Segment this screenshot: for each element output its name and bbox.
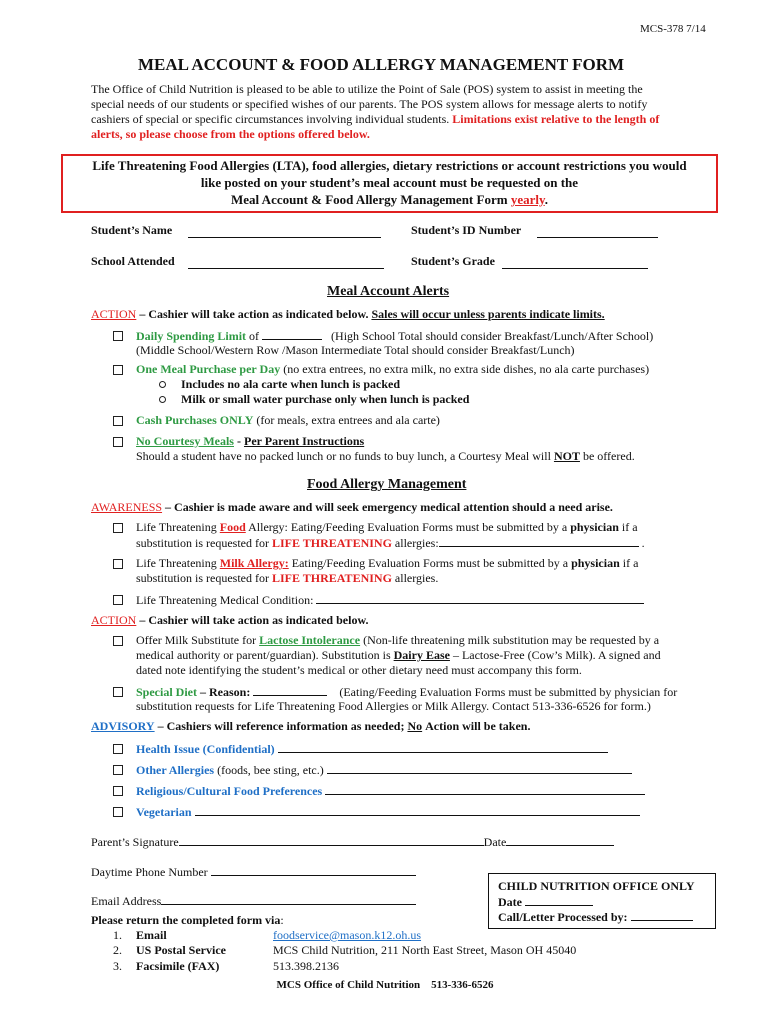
grade-label: Student’s Grade [411, 254, 495, 268]
bottom-contact: MCS Office of Child Nutrition 513-336-6526 [276, 979, 494, 991]
other-allergies-checkbox[interactable] [113, 765, 123, 775]
food-allergy-heading: Food Allergy Management [307, 477, 467, 492]
lactose-option: Offer Milk Substitute for Lactose Intolerance (Non-life threatening milk substitution may be requested by a [136, 633, 660, 647]
email-link[interactable]: foodservice@mason.k12.oh.us [273, 928, 422, 942]
food-allergy-field[interactable] [439, 535, 639, 547]
postal-address: MCS Child Nutrition, 211 North East Street, Mason OH 45040 [273, 943, 577, 957]
other-allergies-field[interactable] [327, 762, 632, 774]
bullet-icon [159, 396, 166, 403]
phone-field[interactable] [211, 864, 416, 876]
awareness-line: AWARENESS – Cashier is made aware and will seek emergency medical attention should a need arise. [91, 500, 613, 514]
other-allergies-option: Other Allergies (foods, bee sting, etc.) [136, 762, 632, 778]
student-name-label: Student’s Name [91, 223, 173, 237]
bullet-icon [159, 381, 166, 388]
special-diet-reason-field[interactable] [253, 684, 327, 696]
page-title: MEAL ACCOUNT & FOOD ALLERGY MANAGEMENT FORM [138, 55, 625, 74]
office-call: Call/Letter Processed by: [498, 909, 693, 925]
email-field[interactable] [161, 893, 416, 905]
school-field[interactable] [188, 257, 384, 269]
religious-pref-field[interactable] [325, 783, 645, 795]
grade-field[interactable] [502, 257, 648, 269]
signature-row: Parent’s Signature Date [91, 834, 614, 850]
vegetarian-field[interactable] [195, 804, 640, 816]
signature-date-field[interactable] [506, 834, 614, 846]
medical-condition-field[interactable] [316, 592, 644, 604]
lta-notice: Life Threatening Food Allergies (LTA), food allergies, dietary restrictions or account restrictions you would like posted on your student’s meal account must be requested on the Meal Account & Food Allergy Management Form yearly. [92, 158, 687, 207]
one-meal-option: One Meal Purchase per Day (no extra entrees, no extra milk, no extra side dishes, no ala carte purchases) [136, 362, 650, 376]
daily-limit-field[interactable] [262, 328, 322, 340]
no-courtesy-option: No Courtesy Meals - Per Parent Instructions [136, 434, 365, 448]
office-title: CHILD NUTRITION OFFICE ONLY [498, 879, 695, 893]
health-issue-option: Health Issue (Confidential) [136, 741, 608, 757]
no-courtesy-checkbox[interactable] [113, 437, 123, 447]
office-date-field[interactable] [525, 894, 593, 906]
vegetarian-checkbox[interactable] [113, 807, 123, 817]
religious-pref-checkbox[interactable] [113, 786, 123, 796]
one-meal-checkbox[interactable] [113, 365, 123, 375]
medical-condition-option: Life Threatening Medical Condition: [136, 592, 644, 608]
meal-alerts-heading: Meal Account Alerts [327, 284, 450, 299]
daily-limit-checkbox[interactable] [113, 331, 123, 341]
student-name-field[interactable] [188, 226, 381, 238]
allergy-action-line: ACTION – Cashier will take action as indicated below. [91, 613, 369, 627]
cash-only-option: Cash Purchases ONLY (for meals, extra entrees and ala carte) [136, 413, 440, 427]
student-id-label: Student’s ID Number [411, 223, 522, 237]
lactose-checkbox[interactable] [113, 636, 123, 646]
return-label: Please return the completed form via: [91, 913, 284, 927]
milk-allergy-option: Life Threatening Milk Allergy: Eating/Feeding Evaluation Forms must be submitted by a physician if a [136, 556, 639, 570]
meal-action-line: ACTION – Cashier will take action as indicated below. Sales will occur unless parents indicate limits. [91, 307, 605, 321]
fax-number: 513.398.2136 [273, 959, 339, 973]
religious-pref-option: Religious/Cultural Food Preferences [136, 783, 645, 799]
milk-allergy-checkbox[interactable] [113, 559, 123, 569]
phone-row: Daytime Phone Number [91, 864, 416, 880]
special-diet-option: Special Diet – Reason: (Eating/Feeding Evaluation Forms must be submitted by physician for [136, 685, 678, 699]
signature-field[interactable] [179, 834, 484, 846]
special-diet-checkbox[interactable] [113, 687, 123, 697]
form-code: MCS-378 7/14 [640, 23, 706, 35]
email-row: Email Address [91, 893, 416, 909]
office-call-field[interactable] [631, 909, 693, 921]
medical-condition-checkbox[interactable] [113, 595, 123, 605]
food-allergy-checkbox[interactable] [113, 523, 123, 533]
daily-limit-option: Daily Spending Limit of (High School Total should consider Breakfast/Lunch/After School) [136, 329, 654, 343]
cash-only-checkbox[interactable] [113, 416, 123, 426]
health-issue-checkbox[interactable] [113, 744, 123, 754]
vegetarian-option: Vegetarian [136, 804, 640, 820]
office-date: Date [498, 894, 593, 910]
advisory-line: ADVISORY – Cashiers will reference information as needed; No Action will be taken. [91, 719, 531, 733]
school-label: School Attended [91, 254, 175, 268]
food-allergy-option: Life Threatening Food Allergy: Eating/Feeding Evaluation Forms must be submitted by a physician if a [136, 520, 638, 534]
student-id-field[interactable] [537, 226, 658, 238]
health-issue-field[interactable] [278, 741, 608, 753]
